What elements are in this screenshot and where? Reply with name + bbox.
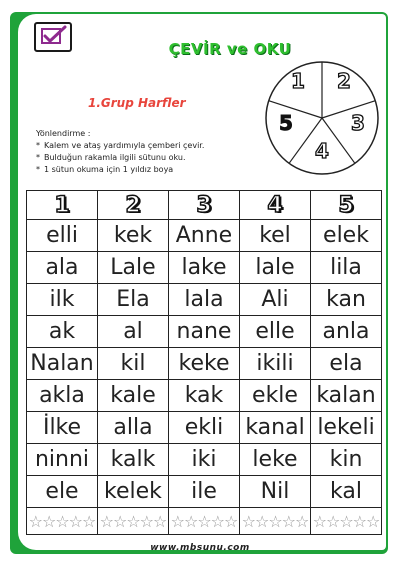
table-row — [27, 252, 382, 284]
word-cell: keke — [169, 348, 240, 380]
word-cell: Anne — [169, 220, 240, 252]
wheel-number-2: 2 — [337, 69, 351, 93]
word-cell: kale — [98, 380, 169, 412]
wheel-number-1: 1 — [291, 69, 305, 93]
instruction-item: * Kalem ve ataş yardımıyla çemberi çevir. — [36, 140, 204, 152]
word-cell: ekli — [169, 412, 240, 444]
word-cell: elle — [240, 316, 311, 348]
word-cell: akla — [27, 380, 98, 412]
table-row — [27, 284, 382, 316]
word-cell: ninni — [27, 444, 98, 476]
word-cell: nane — [169, 316, 240, 348]
word-cell: Ela — [98, 284, 169, 316]
table-row — [27, 380, 382, 412]
word-cell: kalan — [311, 380, 382, 412]
table-row — [27, 476, 382, 508]
column-header: 5 — [311, 191, 382, 220]
column-header: 1 — [27, 191, 98, 220]
column-header: 3 — [169, 191, 240, 220]
word-cell: lake — [169, 252, 240, 284]
word-cell: kanal — [240, 412, 311, 444]
checkbox-logo-icon — [34, 22, 72, 52]
instruction-item: * Bulduğun rakamla ilgili sütunu oku. — [36, 152, 204, 164]
word-cell: elli — [27, 220, 98, 252]
word-cell: Nalan — [27, 348, 98, 380]
table-row — [27, 444, 382, 476]
table-header-row — [27, 191, 382, 220]
word-cell: kek — [98, 220, 169, 252]
number-wheel[interactable] — [262, 58, 382, 178]
table-row — [27, 316, 382, 348]
word-cell: kak — [169, 380, 240, 412]
wheel-number-4: 4 — [315, 139, 329, 163]
star-rating-cell[interactable]: ☆☆☆☆☆ — [98, 508, 169, 535]
group-title: 1.Grup Harfler — [88, 96, 186, 110]
word-cell: lala — [169, 284, 240, 316]
word-cell: ile — [169, 476, 240, 508]
stars-row — [27, 508, 382, 535]
word-cell: al — [98, 316, 169, 348]
word-cell: anla — [311, 316, 382, 348]
word-cell: ele — [27, 476, 98, 508]
word-cell: kel — [240, 220, 311, 252]
word-cell: ela — [311, 348, 382, 380]
table-row — [27, 412, 382, 444]
star-rating-cell[interactable]: ☆☆☆☆☆ — [169, 508, 240, 535]
word-cell: kalk — [98, 444, 169, 476]
word-cell: iki — [169, 444, 240, 476]
word-cell: leke — [240, 444, 311, 476]
instructions-heading: Yönlendirme : — [36, 129, 91, 138]
wheel-number-5: 5 — [279, 111, 293, 135]
star-rating-cell[interactable]: ☆☆☆☆☆ — [240, 508, 311, 535]
word-cell: kelek — [98, 476, 169, 508]
word-cell: Ali — [240, 284, 311, 316]
instruction-item: * 1 sütun okuma için 1 yıldız boya — [36, 164, 204, 176]
table-row — [27, 348, 382, 380]
word-cell: kil — [98, 348, 169, 380]
footer-url: www.mbsunu.com — [150, 543, 250, 553]
word-cell: İlke — [27, 412, 98, 444]
word-cell: lila — [311, 252, 382, 284]
word-cell: ala — [27, 252, 98, 284]
word-cell: kan — [311, 284, 382, 316]
star-rating-cell[interactable]: ☆☆☆☆☆ — [311, 508, 382, 535]
word-table — [26, 190, 382, 535]
word-cell: Nil — [240, 476, 311, 508]
page-title: ÇEVİR ve OKU — [168, 40, 292, 58]
column-header: 2 — [98, 191, 169, 220]
word-cell: ikili — [240, 348, 311, 380]
word-cell: alla — [98, 412, 169, 444]
star-rating-cell[interactable]: ☆☆☆☆☆ — [27, 508, 98, 535]
word-cell: lekeli — [311, 412, 382, 444]
word-cell: ak — [27, 316, 98, 348]
table-row — [27, 220, 382, 252]
word-cell: elek — [311, 220, 382, 252]
word-cell: kal — [311, 476, 382, 508]
word-cell: lale — [240, 252, 311, 284]
word-cell: Lale — [98, 252, 169, 284]
word-cell: ilk — [27, 284, 98, 316]
column-header: 4 — [240, 191, 311, 220]
word-cell: ekle — [240, 380, 311, 412]
word-cell: kin — [311, 444, 382, 476]
wheel-number-3: 3 — [351, 111, 365, 135]
instructions — [36, 128, 204, 176]
